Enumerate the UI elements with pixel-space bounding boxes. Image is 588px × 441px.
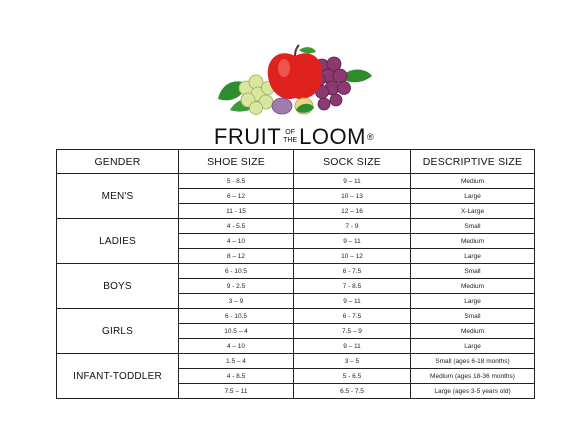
gender-cell: LADIES (57, 219, 179, 264)
shoe-size-cell: 6 - 10.5 (179, 264, 294, 279)
sock-size-cell: 3 – 5 (294, 354, 411, 369)
descriptive-size-cell: Medium (411, 234, 535, 249)
shoe-size-cell: 7.5 – 11 (179, 384, 294, 399)
brand-small-words (283, 129, 297, 145)
table-row (57, 354, 535, 369)
descriptive-size-cell: X-Large (411, 204, 535, 219)
brand-small-top: OF (285, 129, 296, 136)
gender-cell: GIRLS (57, 309, 179, 354)
brand-wordmark (0, 122, 588, 152)
descriptive-size-cell: Medium (411, 174, 535, 189)
fruit-logo-icon (200, 44, 390, 119)
shoe-size-cell: 10.5 – 4 (179, 324, 294, 339)
table-row (57, 219, 535, 234)
table-row (57, 309, 535, 324)
descriptive-size-cell: Large (411, 294, 535, 309)
sock-size-cell: 10 – 13 (294, 189, 411, 204)
shoe-size-cell: 4 - 5.5 (179, 219, 294, 234)
shoe-size-cell: 9 - 2.5 (179, 279, 294, 294)
gender-cell: BOYS (57, 264, 179, 309)
descriptive-size-cell: Small (411, 264, 535, 279)
sock-size-cell: 6.5 - 7.5 (294, 384, 411, 399)
shoe-size-cell: 1.5 – 4 (179, 354, 294, 369)
sock-size-cell: 10 – 12 (294, 249, 411, 264)
gender-cell: INFANT-TODDLER (57, 354, 179, 399)
shoe-size-cell: 11 - 15 (179, 204, 294, 219)
descriptive-size-cell: Medium (ages 18-36 months) (411, 369, 535, 384)
sock-size-cell: 7 - 9 (294, 219, 411, 234)
sock-size-cell: 9 – 11 (294, 294, 411, 309)
shoe-size-cell: 6 – 12 (179, 189, 294, 204)
header-gender: GENDER (57, 150, 179, 174)
brand-small-bottom: THE (283, 137, 298, 144)
descriptive-size-cell: Medium (411, 324, 535, 339)
descriptive-size-cell: Small (411, 309, 535, 324)
sock-size-cell: 9 – 11 (294, 174, 411, 189)
size-chart-body (57, 174, 535, 399)
sock-size-cell: 5 - 6.5 (294, 369, 411, 384)
sock-size-cell: 6 - 7.5 (294, 264, 411, 279)
brand-name-part1: FRUIT (213, 124, 282, 149)
sock-size-cell: 7.5 – 9 (294, 324, 411, 339)
shoe-size-cell: 4 - 8.5 (179, 369, 294, 384)
sock-size-cell: 7 - 8.5 (294, 279, 411, 294)
brand-name-part2: LOOM (299, 124, 366, 149)
sock-size-cell: 6 - 7.5 (294, 309, 411, 324)
shoe-size-cell: 5 - 8.5 (179, 174, 294, 189)
sock-size-cell: 9 – 11 (294, 339, 411, 354)
shoe-size-cell: 3 – 9 (179, 294, 294, 309)
descriptive-size-cell: Large (411, 249, 535, 264)
table-row (57, 174, 535, 189)
descriptive-size-cell: Small (411, 219, 535, 234)
header-row (57, 150, 535, 174)
shoe-size-cell: 4 – 10 (179, 234, 294, 249)
descriptive-size-cell: Small (ages 6-18 months) (411, 354, 535, 369)
descriptive-size-cell: Large (411, 339, 535, 354)
header-shoe-size: SHOE SIZE (179, 150, 294, 174)
descriptive-size-cell: Large (ages 3-5 years old) (411, 384, 535, 399)
shoe-size-cell: 8 – 12 (179, 249, 294, 264)
sock-size-cell: 9 – 11 (294, 234, 411, 249)
sock-size-cell: 12 – 16 (294, 204, 411, 219)
fruit-cluster-icon (200, 44, 390, 119)
descriptive-size-cell: Large (411, 189, 535, 204)
header-descriptive-size: DESCRIPTIVE SIZE (411, 150, 535, 174)
descriptive-size-cell: Medium (411, 279, 535, 294)
table-row (57, 264, 535, 279)
gender-cell: MEN'S (57, 174, 179, 219)
shoe-size-cell: 4 – 10 (179, 339, 294, 354)
header-sock-size: SOCK SIZE (294, 150, 411, 174)
shoe-size-cell: 6 - 10.5 (179, 309, 294, 324)
registered-mark: ® (366, 132, 375, 142)
size-chart-table (56, 149, 535, 399)
